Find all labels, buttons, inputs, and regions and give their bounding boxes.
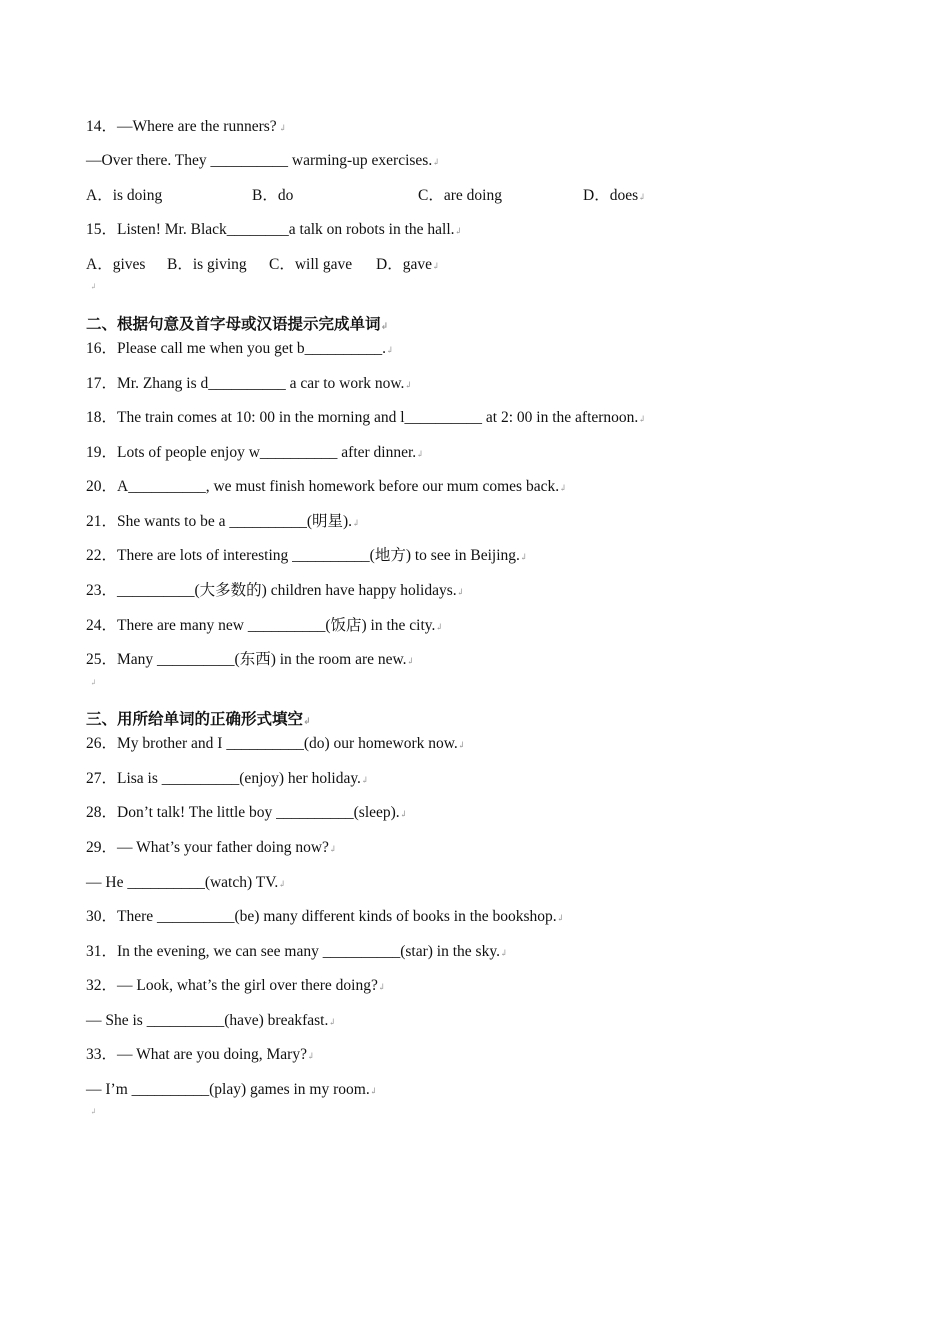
paragraph-mark: ↲ [90,282,97,291]
s2-item-22: 22．There are lots of interesting __________(地方) to see in Beijing.↲ [86,547,528,564]
s2-item-23: 23．__________(大多数的) children have happy holidays.↲ [86,582,465,599]
q15-option-c: C．will gave [269,256,353,273]
q14-option-a: A．is doing [86,187,163,204]
s2-item-21: 21．She wants to be a __________(明星).↲ [86,513,360,530]
s3-item-32-answer: — She is __________(have) breakfast.↲ [86,1012,336,1029]
s3-item-31: 31．In the evening, we can see many __________(star) in the sky.↲ [86,943,508,960]
q15-option-d: D．gave↲ [376,256,440,273]
s3-item-30: 30．There __________(be) many different kinds of books in the bookshop.↲ [86,908,565,925]
s3-item-33-question: 33．— What are you doing, Mary?↲ [86,1046,315,1063]
section3-title: 三、用所给单词的正确形式填空↲ [86,710,311,728]
q14-question: 14．—Where are the runners? ↲ [86,118,287,135]
q14-option-d: D．does↲ [583,187,646,204]
s2-item-20: 20．A__________, we must finish homework before our mum comes back.↲ [86,478,567,495]
paragraph-mark: ↲ [90,1107,97,1116]
s3-item-27: 27．Lisa is __________(enjoy) her holiday.↲ [86,770,369,787]
q15-option-b: B．is giving [167,256,247,273]
s3-item-32-question: 32．— Look, what’s the girl over there doing?↲ [86,977,386,994]
s3-item-26: 26．My brother and I __________(do) our homework now.↲ [86,735,466,752]
q14-response: —Over there. They __________ warming-up exercises.↲ [86,152,440,169]
section2-title: 二、根据句意及首字母或汉语提示完成单词↲ [86,315,389,333]
s2-item-25: 25．Many __________(东西) in the room are new.↲ [86,651,415,668]
s3-item-28: 28．Don’t talk! The little boy __________(sleep).↲ [86,804,408,821]
q14-option-c: C．are doing [418,187,502,204]
s3-item-33-answer: — I’m __________(play) games in my room.↲ [86,1081,378,1098]
s2-item-24: 24．There are many new __________(饭店) in the city.↲ [86,617,443,634]
s2-item-16: 16．Please call me when you get b__________.↲ [86,340,394,357]
q15-option-a: A．gives [86,256,146,273]
q14-option-b: B．do [252,187,294,204]
s2-item-18: 18．The train comes at 10: 00 in the morning and l__________ at 2: 00 in the afternoon.↲ [86,409,646,426]
s3-item-29-question: 29．— What’s your father doing now?↲ [86,839,337,856]
q15-question: 15．Listen! Mr. Black________a talk on robots in the hall.↲ [86,221,463,238]
s2-item-17: 17．Mr. Zhang is d__________ a car to work now.↲ [86,375,412,392]
s3-item-29-answer: — He __________(watch) TV.↲ [86,874,286,891]
paragraph-mark: ↲ [90,678,97,687]
s2-item-19: 19．Lots of people enjoy w__________ after dinner.↲ [86,444,424,461]
